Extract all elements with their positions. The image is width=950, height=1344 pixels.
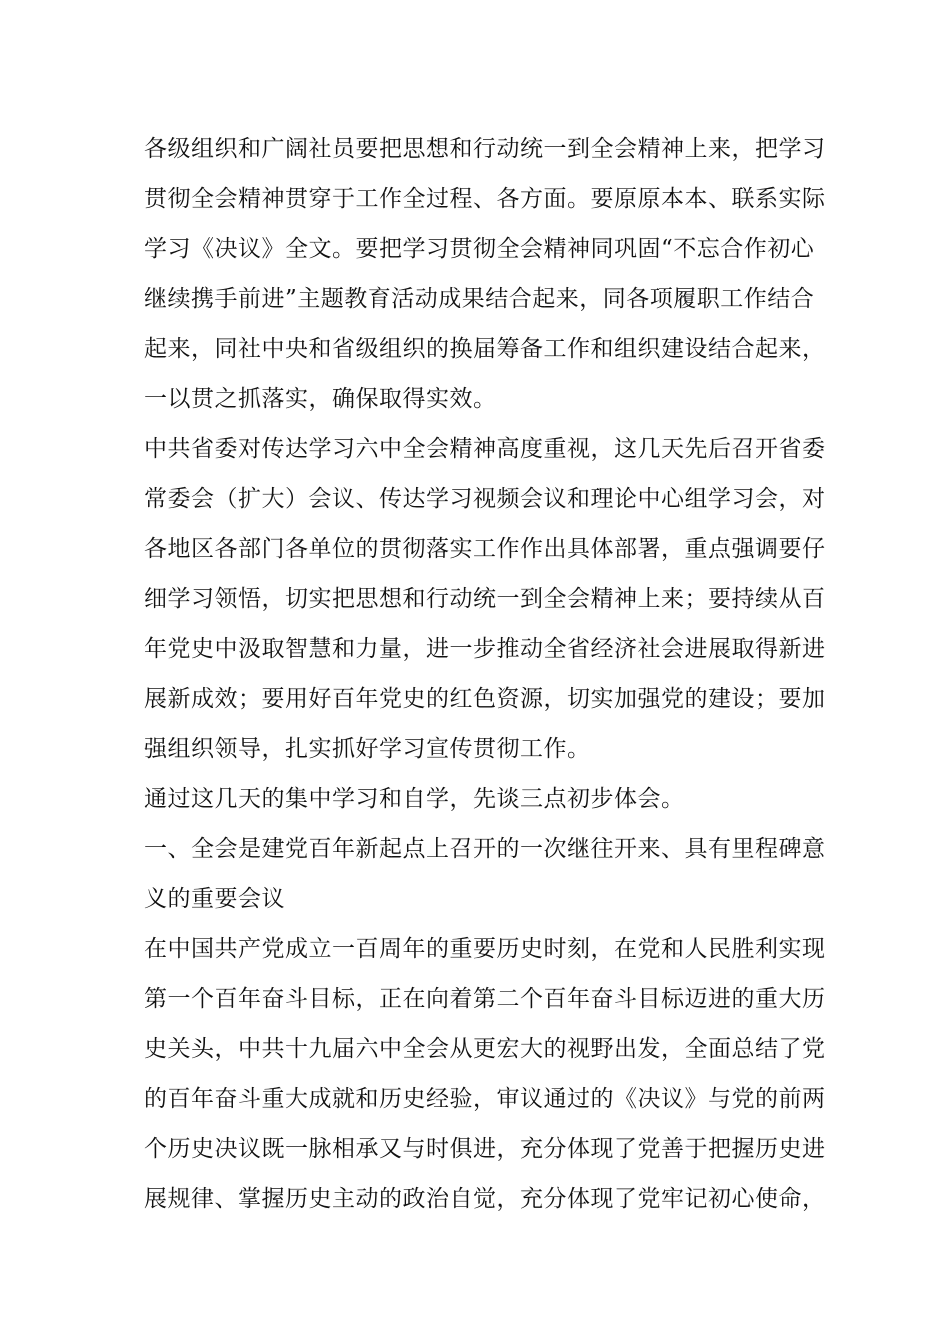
- text-line: 细学习领悟，切实把思想和行动统一到全会精神上来；要持续从百: [144, 586, 826, 612]
- text-line: 展规律、掌握历史主动的政治自觉，充分体现了党牢记初心使命，: [144, 1186, 826, 1212]
- section-heading: 一、全会是建党百年新起点上召开的一次继往开来、具有里程碑意: [144, 836, 826, 862]
- text-line: 常委会（扩大）会议、传达学习视频会议和理论中心组学习会，对: [144, 486, 826, 512]
- text-line: 中共省委对传达学习六中全会精神高度重视，这几天先后召开省委: [144, 436, 826, 462]
- text-line: 贯彻全会精神贯穿于工作全过程、各方面。要原原本本、联系实际: [144, 186, 826, 212]
- section-heading: 义的重要会议: [144, 886, 285, 912]
- text-line: 学习《决议》全文。要把学习贯彻全会精神同巩固“不忘合作初心: [144, 236, 815, 262]
- text-line: 展新成效；要用好百年党史的红色资源，切实加强党的建设；要加: [144, 686, 826, 712]
- text-line: 起来，同社中央和省级组织的换届筹备工作和组织建设结合起来，: [144, 336, 826, 362]
- text-line: 各地区各部门各单位的贯彻落实工作作出具体部署，重点强调要仔: [144, 536, 826, 562]
- text-line: 在中国共产党成立一百周年的重要历史时刻，在党和人民胜利实现: [144, 936, 826, 962]
- text-line: 个历史决议既一脉相承又与时俱进，充分体现了党善于把握历史进: [144, 1136, 826, 1162]
- text-line: 年党史中汲取智慧和力量，进一步推动全省经济社会进展取得新进: [144, 636, 826, 662]
- text-line: 继续携手前进”主题教育活动成果结合起来，同各项履职工作结合: [144, 286, 815, 312]
- text-line: 第一个百年奋斗目标，正在向着第二个百年奋斗目标迈进的重大历: [144, 986, 826, 1012]
- text-line: 通过这几天的集中学习和自学，先谈三点初步体会。: [144, 786, 685, 812]
- text-line: 史关头，中共十九届六中全会从更宏大的视野出发，全面总结了党: [144, 1036, 826, 1062]
- text-line: 一以贯之抓落实，确保取得实效。: [144, 386, 497, 412]
- document-body: [144, 124, 826, 1224]
- text-line: 的百年奋斗重大成就和历史经验，审议通过的《决议》与党的前两: [144, 1086, 826, 1112]
- text-line: 强组织领导，扎实抓好学习宣传贯彻工作。: [144, 736, 591, 762]
- text-line: 各级组织和广阔社员要把思想和行动统一到全会精神上来，把学习: [144, 136, 826, 162]
